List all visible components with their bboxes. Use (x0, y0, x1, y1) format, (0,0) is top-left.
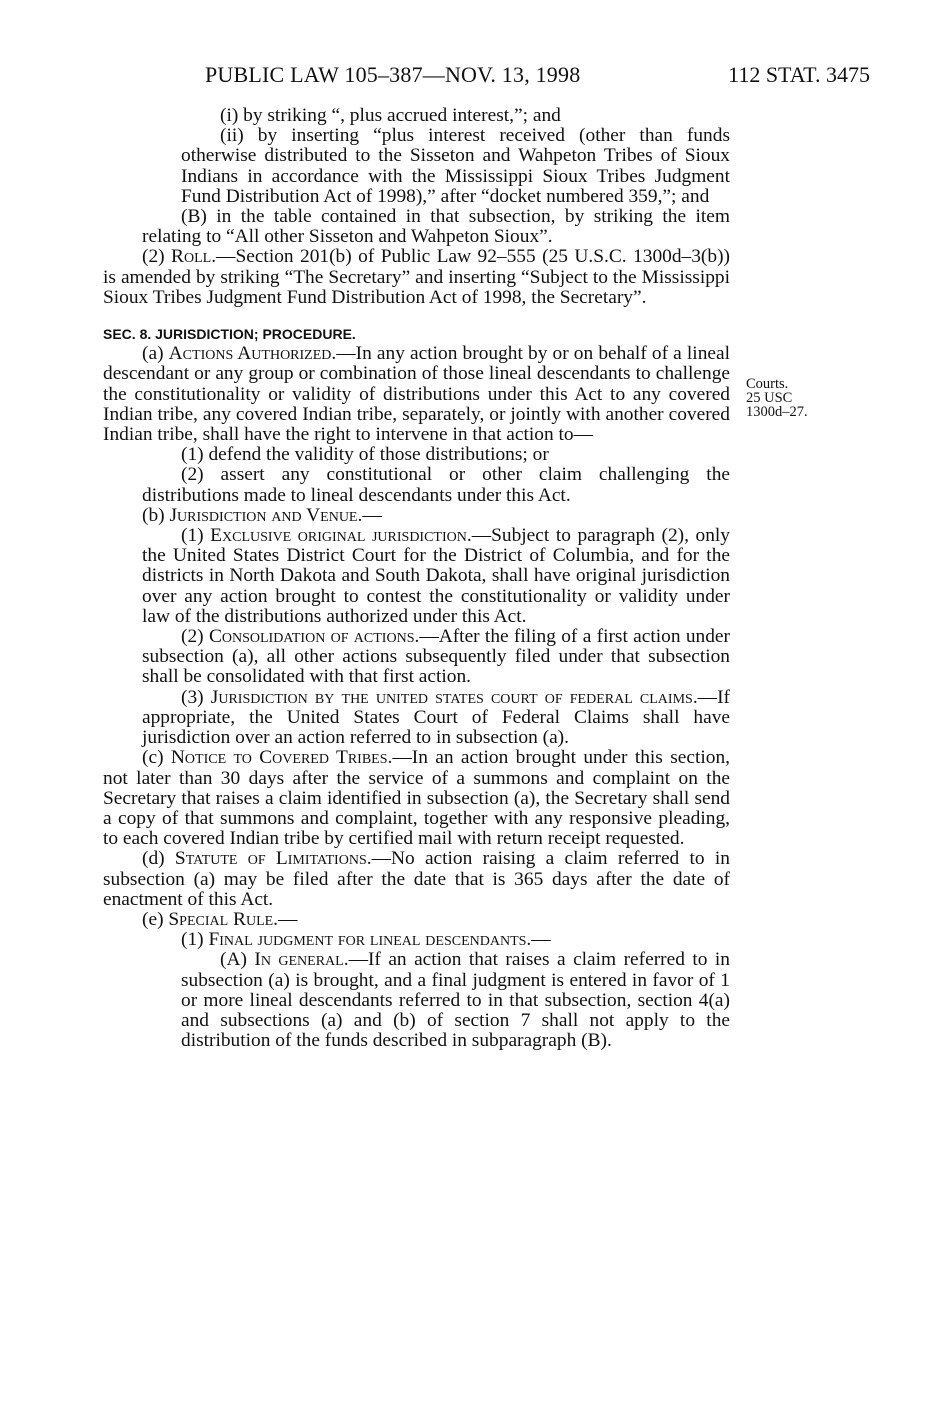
subparagraph-e1-a: (A) In general.—If an action that raises a claim referred to in subsection (a) is brought, and a final judgment is entered in favor of 1 or more lineal descendants referred to in that subsection, section 4(a) and subsections (a) and (b) of section 7 shall not apply to the distribution of the funds described in subparagraph (B). (181, 949, 730, 1052)
subsection-d: (d) Statute of Limitations.—No action raising a claim referred to in subsection (a) may be filed after the date that is 365 days after the date of enactment of this Act. (103, 848, 730, 910)
clause-i: (i) by striking “, plus accrued interest,”; and (220, 105, 561, 126)
paragraph-b2: (2) Consolidation of actions.—After the filing of a first action under subsection (a), all other actions subsequently filed under that subsection shall be consolidated with that first action. (142, 626, 730, 688)
subsection-a: (a) Actions Authorized.—In any action brought by or on behalf of a lineal descendant or any group or combination of those lineal descendants to challenge the constitutionality or validity of distributions under this Act to any covered Indian tribe, any covered Indian tribe, separately, or jointly with another covered Indian tribe, shall have the right to intervene in that action to— (103, 343, 730, 446)
section-heading: SEC. 8. JURISDICTION; PROCEDURE. (103, 326, 356, 343)
subsection-b: (b) Jurisdiction and Venue.— (142, 504, 382, 526)
margin-note-usc: 25 USC (746, 390, 793, 406)
clause-ii: (ii) by inserting “plus interest received (other than funds otherwise distributed to the Sisseton and Wahpeton Tribes of Sioux Indians in accordance with the Mississippi Sioux Tribes Judgment Fund Distribution Act of 1998),” after “docket numbered 359,”; and (181, 125, 730, 207)
paragraph-roll: (2) Roll.—Section 201(b) of Public Law 92–555 (25 U.S.C. 1300d–3(b)) is amended by striking “The Secretary” and inserting “Subject to the Mississippi Sioux Tribes Judgment Fund Distribution Act of 1998, the Secretary”. (103, 246, 730, 308)
header-law-citation: PUBLIC LAW 105–387—NOV. 13, 1998 (205, 62, 581, 87)
paragraph-b3: (3) Jurisdiction by the united states court of federal claims.—If appropriate, the United States Court of Federal Claims shall have jurisdiction over an action referred to in subsection (a). (142, 686, 730, 749)
paragraph-a2: (2) assert any constitutional or other claim challenging the distributions made to lineal descendants under this Act. (142, 464, 730, 506)
margin-note (746, 377, 856, 419)
paragraph-e1: (1) Final judgment for lineal descendants.— (181, 929, 551, 951)
header-statute-page: 112 STAT. 3475 (728, 62, 870, 87)
paragraph-a1: (1) defend the validity of those distributions; or (181, 444, 549, 466)
subsection-e: (e) Special Rule.— (142, 908, 298, 930)
law-text (103, 106, 730, 1051)
paragraph-b1: (1) Exclusive original jurisdiction.—Subject to paragraph (2), only the United States District Court for the District of Columbia, and for the districts in North Dakota and South Dakota, shall have original jurisdiction over any action brought to contest the constitutionality or validity under law of the distributions authorized under this Act. (142, 525, 730, 627)
page-header (205, 62, 870, 90)
subparagraph-b: (B) in the table contained in that subsection, by striking the item relating to “All other Sisseton and Wahpeton Sioux”. (142, 206, 730, 248)
margin-note-section: 1300d–27. (746, 404, 808, 420)
margin-note-courts: Courts. (746, 376, 789, 392)
subsection-c: (c) Notice to Covered Tribes.—In an action brought under this section, not later than 30 days after the service of a summons and complaint on the Secretary that raises a claim identified in subsection (a), the Secretary shall send a copy of that summons and complaint, together with any responsive pleading, to each covered Indian tribe by certified mail with return receipt requested. (103, 747, 730, 850)
